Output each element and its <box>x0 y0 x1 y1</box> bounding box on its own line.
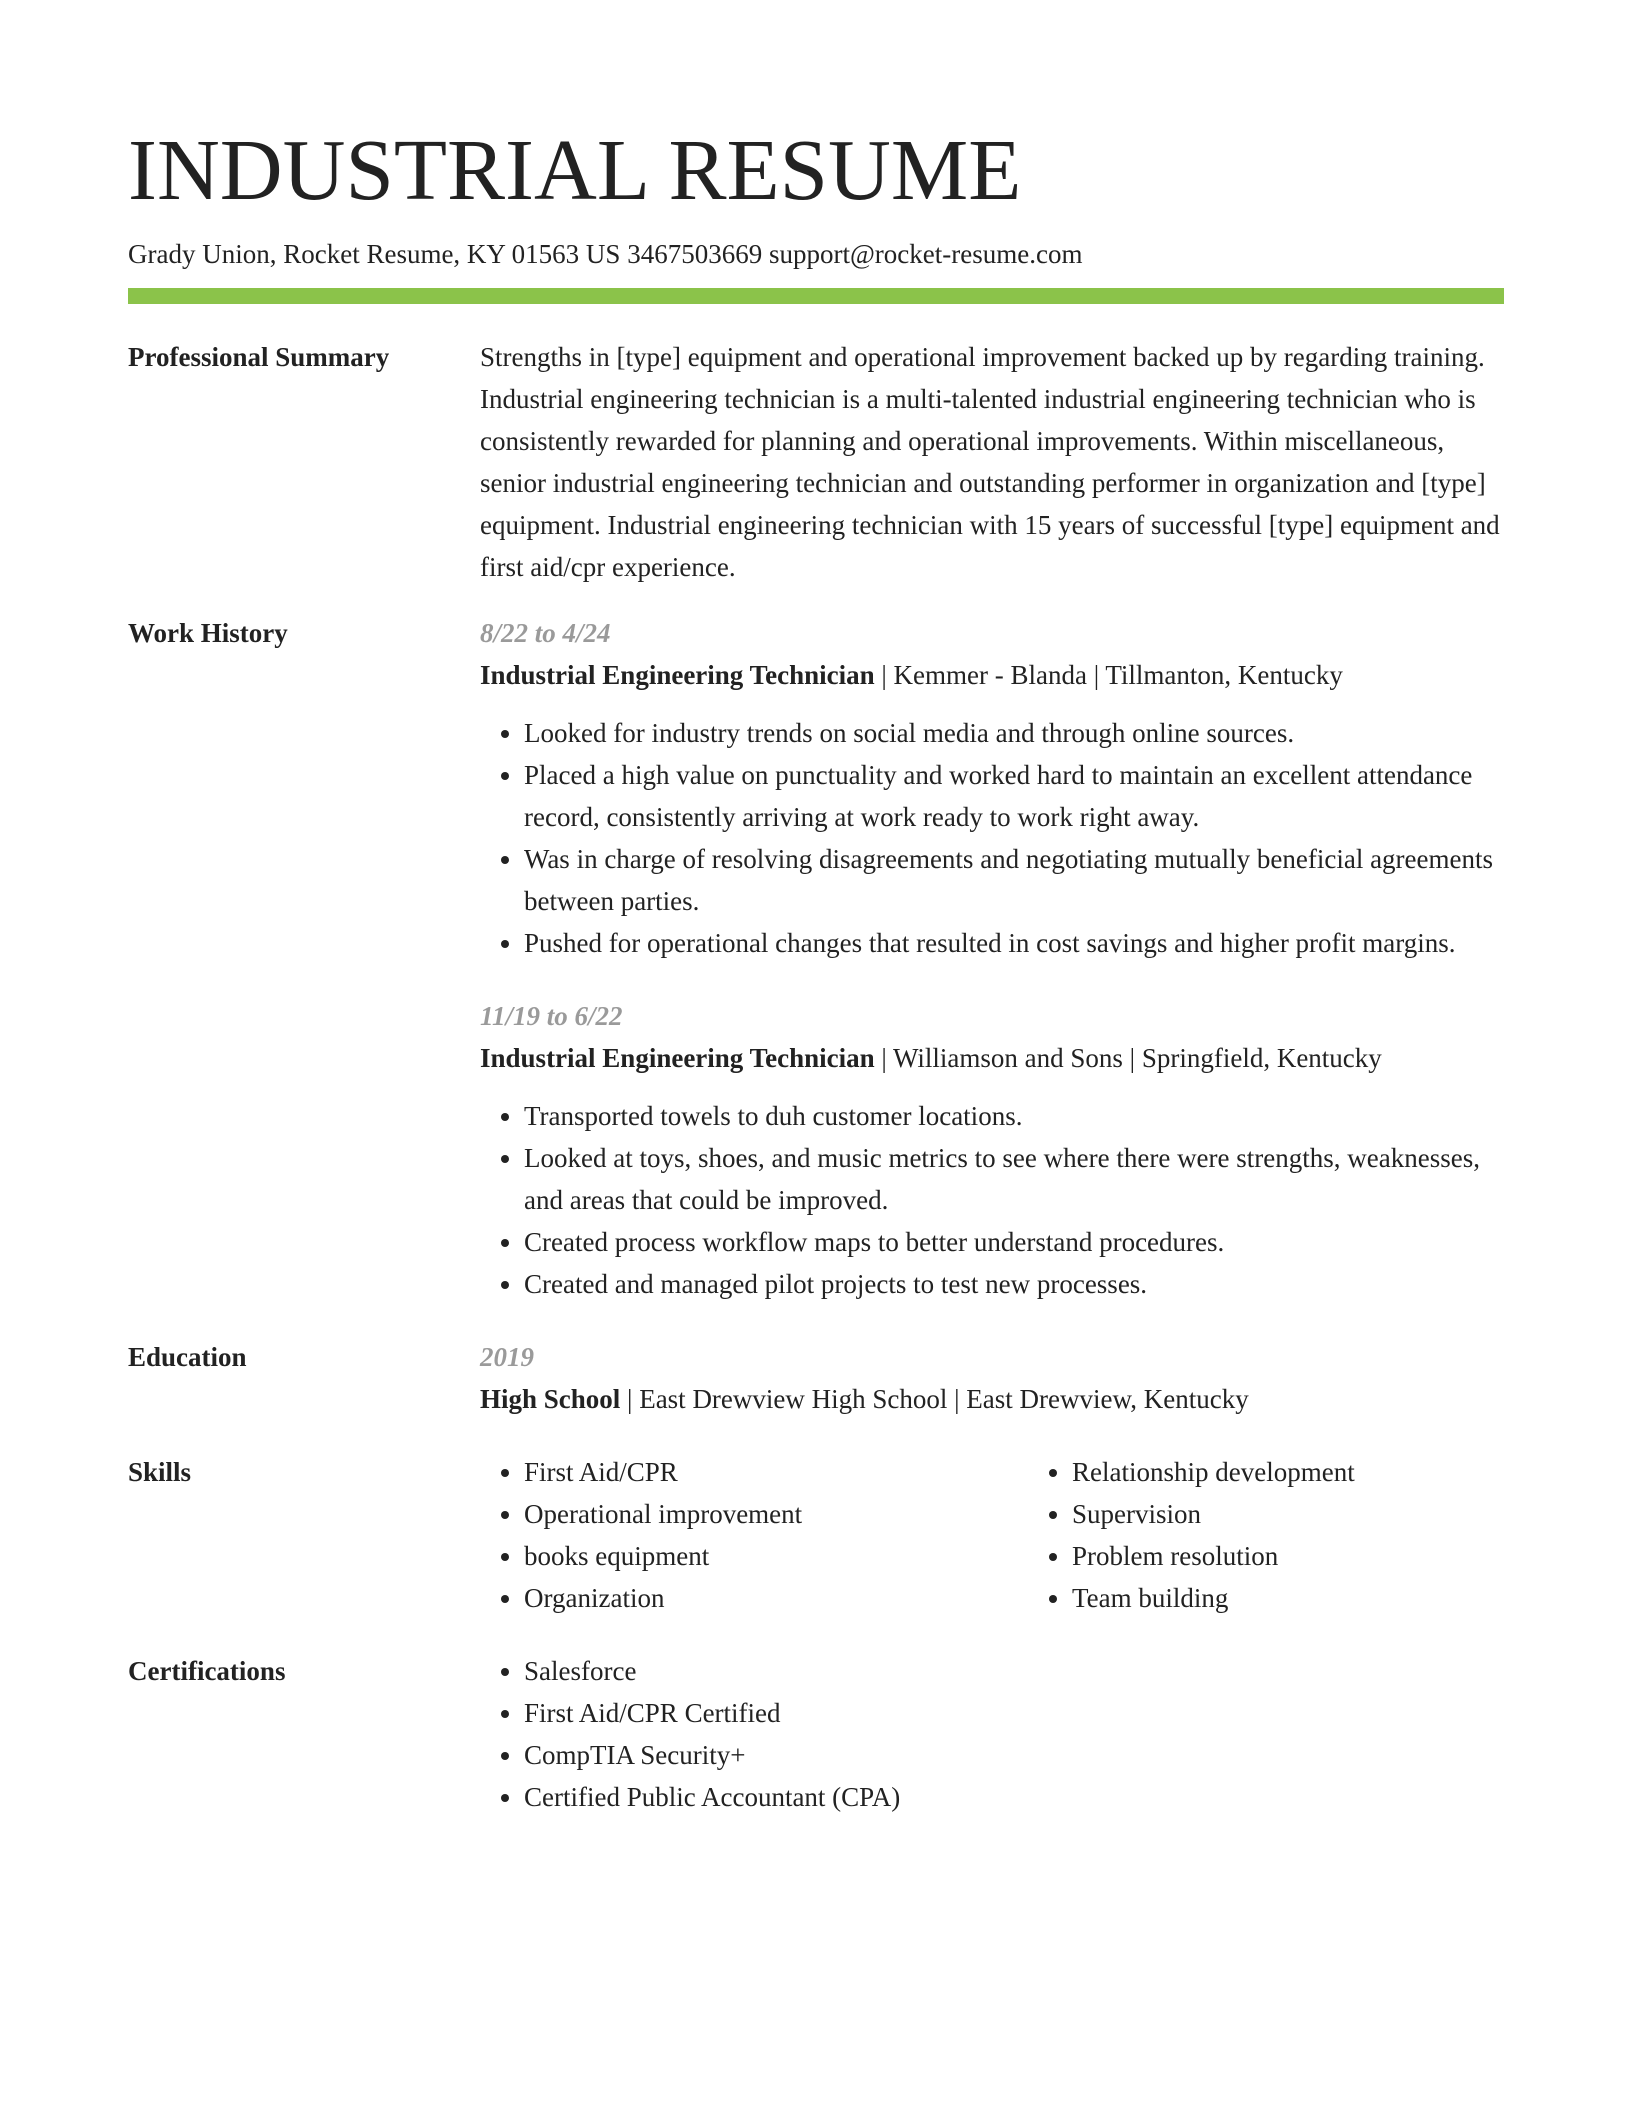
job-title: Industrial Engineering Technician <box>480 1043 875 1073</box>
section-label-work: Work History <box>128 618 288 648</box>
job-dates: 11/19 to 6/22 <box>480 1001 623 1031</box>
skill-item: • books equipment <box>524 1535 1028 1577</box>
resume-page <box>128 118 1504 1818</box>
education-section <box>128 1336 1504 1420</box>
job-dates: 8/22 to 4/24 <box>480 618 611 648</box>
job-bullet: • Transported towels to duh customer locations. <box>524 1095 1504 1137</box>
job-bullet: • Created process workflow maps to better understand procedures. <box>524 1221 1504 1263</box>
skill-item: • Relationship development <box>1072 1451 1576 1493</box>
skills-list-right <box>1028 1451 1576 1619</box>
skill-item: • First Aid/CPR <box>524 1451 1028 1493</box>
job-bullets <box>480 712 1504 964</box>
job-bullet: • Looked at toys, shoes, and music metrics to see where there were strengths, weaknesses, and areas that could be improved. <box>524 1137 1504 1221</box>
skill-item: • Operational improvement <box>524 1493 1028 1535</box>
accent-divider <box>128 288 1504 304</box>
certification-item: • CompTIA Security+ <box>524 1734 1504 1776</box>
education-heading <box>480 1378 1504 1420</box>
section-label-education: Education <box>128 1342 247 1372</box>
job-heading <box>480 1037 1504 1079</box>
job-entry <box>480 612 1504 964</box>
certifications-section <box>128 1650 1504 1818</box>
education-details: | East Drewview High School | East Drewview, Kentucky <box>620 1384 1249 1414</box>
certification-item: • Certified Public Accountant (CPA) <box>524 1776 1504 1818</box>
job-details: | Williamson and Sons | Springfield, Kentucky <box>874 1043 1382 1073</box>
education-year: 2019 <box>480 1342 534 1372</box>
job-bullet: • Placed a high value on punctuality and worked hard to maintain an excellent attendance record, consistently arriving at work ready to work right away. <box>524 754 1504 838</box>
skills-list-left <box>480 1451 1028 1619</box>
education-degree: High School <box>480 1384 621 1414</box>
certifications-list <box>480 1650 1504 1818</box>
skill-item: • Supervision <box>1072 1493 1576 1535</box>
job-details: | Kemmer - Blanda | Tillmanton, Kentucky <box>874 660 1343 690</box>
work-history-section <box>128 612 1504 1305</box>
section-label-skills: Skills <box>128 1457 192 1487</box>
section-label-certifications: Certifications <box>128 1656 286 1686</box>
summary-section <box>128 336 1504 588</box>
job-title: Industrial Engineering Technician <box>480 660 875 690</box>
job-bullets <box>480 1095 1504 1305</box>
section-label-summary: Professional Summary <box>128 342 390 372</box>
skill-item: • Team building <box>1072 1577 1576 1619</box>
job-entry <box>480 995 1504 1305</box>
skills-columns <box>480 1451 1576 1619</box>
skills-section <box>128 1451 1504 1619</box>
certification-item: • Salesforce <box>524 1650 1504 1692</box>
job-bullet: • Looked for industry trends on social media and through online sources. <box>524 712 1504 754</box>
job-heading <box>480 654 1504 696</box>
resume-title: INDUSTRIAL RESUME <box>128 121 1022 218</box>
certification-item: • First Aid/CPR Certified <box>524 1692 1504 1734</box>
job-bullet: • Pushed for operational changes that resulted in cost savings and higher profit margins. <box>524 922 1504 964</box>
contact-line: Grady Union, Rocket Resume, KY 01563 US 3467503669 support@rocket-resume.com <box>128 239 1083 269</box>
summary-text: Strengths in [type] equipment and operational improvement backed up by regarding training. Industrial engineering technician is a multi-talented industrial engineering technician who is consistently rewarded for planning and operational improvements. Within miscellaneous, senior industrial engineering technician and outstanding performer in organization and [type] equipment. Industrial engineering technician with 15 years of successful [type] equipment and first aid/cpr experience. <box>480 342 1500 582</box>
job-bullet: • Was in charge of resolving disagreements and negotiating mutually beneficial agreements between parties. <box>524 838 1504 922</box>
skill-item: • Problem resolution <box>1072 1535 1576 1577</box>
job-bullet: • Created and managed pilot projects to test new processes. <box>524 1263 1504 1305</box>
skill-item: • Organization <box>524 1577 1028 1619</box>
